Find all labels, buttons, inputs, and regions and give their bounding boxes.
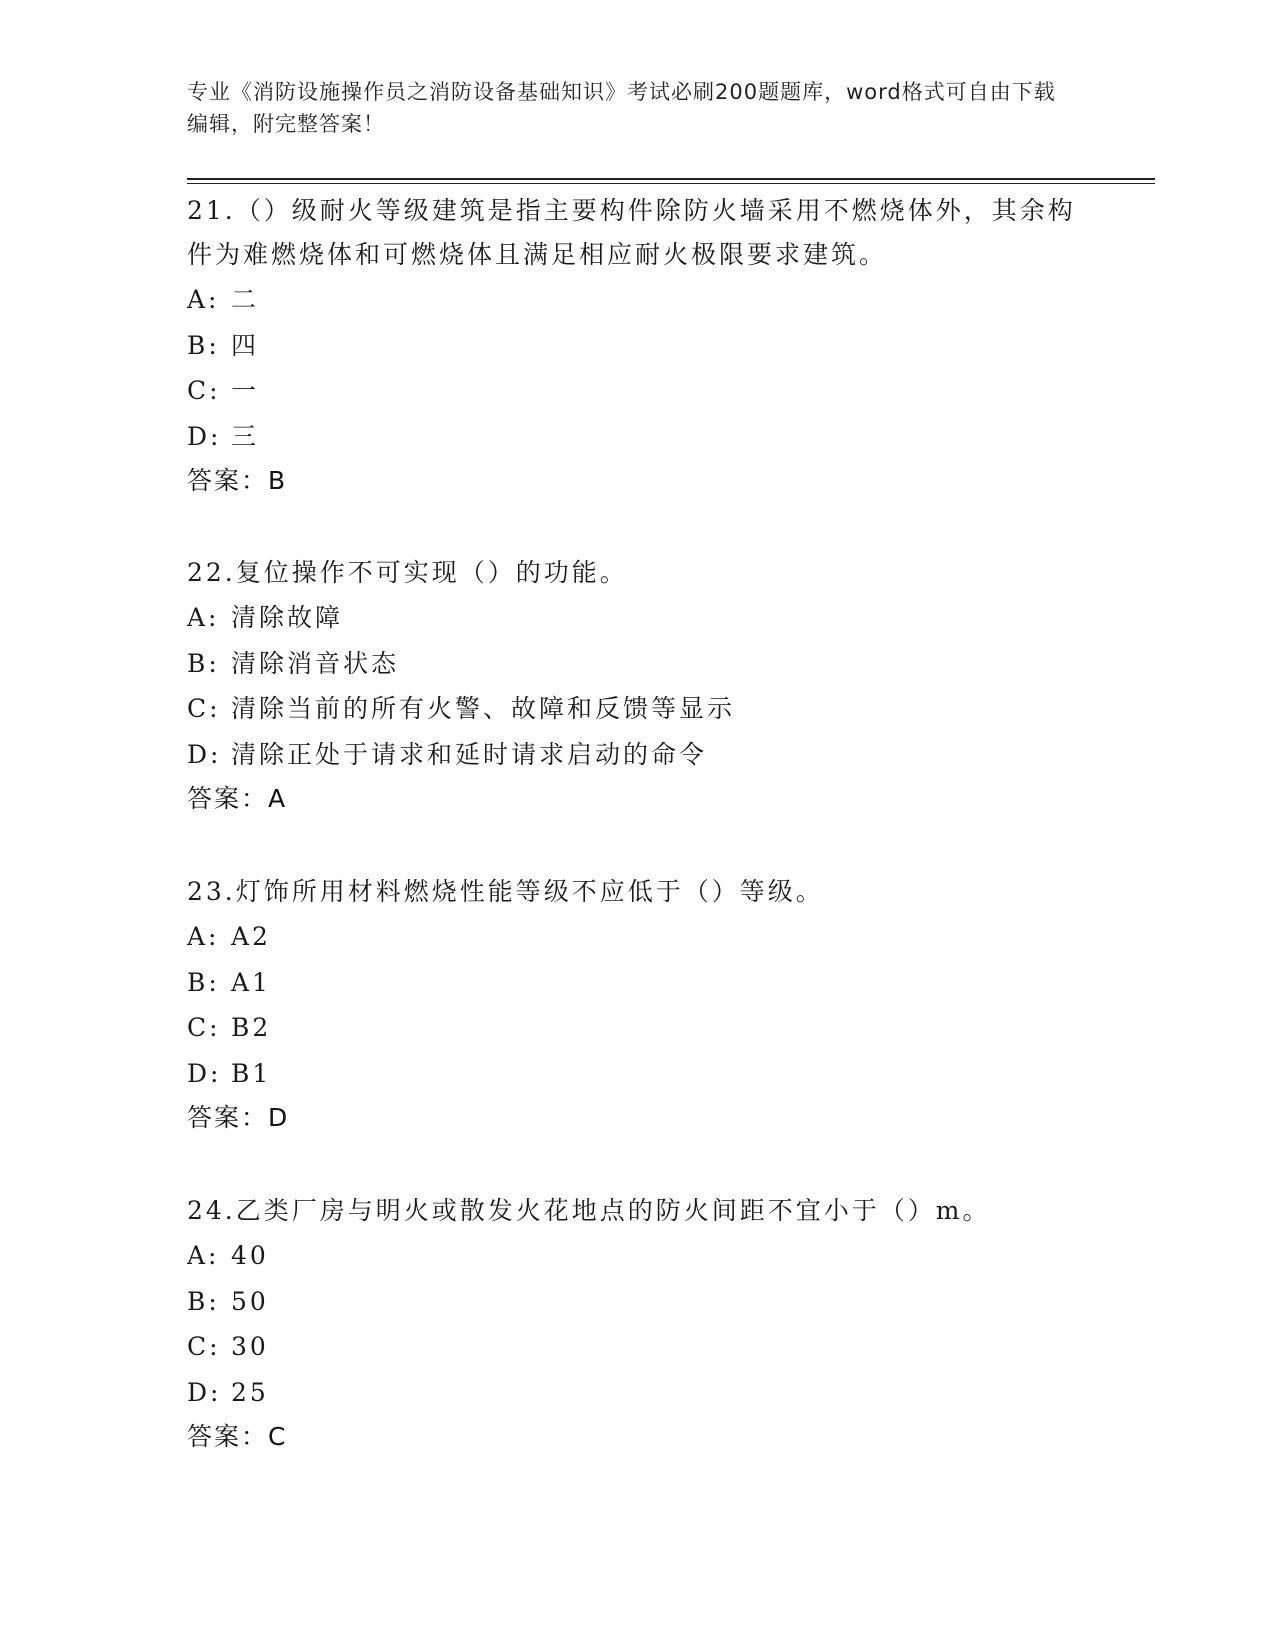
option-b [187,641,1087,687]
question-23 [187,870,1087,1140]
header-divider-thick [187,178,1155,180]
option-key: A: [187,922,220,951]
option-a [187,277,1087,323]
option-d [187,1051,1087,1097]
option-text: 50 [231,1286,269,1316]
option-key: D: [187,421,222,451]
option-text: 25 [231,1377,269,1407]
option-a [187,595,1087,641]
option-c [187,368,1087,414]
question-24 [187,1189,1087,1459]
option-c [187,1324,1087,1370]
option-key: C: [187,1332,221,1361]
option-key: B: [187,1286,220,1316]
option-key: D: [187,1377,222,1407]
option-c [187,1005,1087,1051]
option-b [187,323,1087,369]
option-text: 三 [231,421,260,451]
option-key: A: [187,285,220,314]
option-a [187,914,1087,960]
option-text: 清除当前的所有火警、故障和反馈等显示 [231,694,736,723]
question-stem: 24.乙类厂房与明火或散发火花地点的防火间距不宜小于（）m。 [187,1196,991,1225]
option-text: 清除消音状态 [231,648,400,678]
option-c [187,686,1087,732]
answer-line: 答案：C [187,1422,288,1451]
document-header: 专业《消防设施操作员之消防设备基础知识》考试必刷200题题库，word格式可自由下载编辑，附完整答案！ [187,80,1056,136]
option-text: 二 [231,285,260,314]
option-d [187,1370,1087,1416]
question-21 [187,189,1087,503]
question-stem: 21.（）级耐火等级建筑是指主要构件除防火墙采用不燃烧体外，其余构件为难燃烧体和可燃烧体且满足相应耐火极限要求建筑。 [187,196,1076,269]
option-d [187,414,1087,460]
option-text: A2 [231,922,271,951]
option-text: 四 [231,330,260,360]
question-22 [187,551,1087,821]
option-b [187,960,1087,1006]
option-key: C: [187,1013,221,1042]
option-text: B2 [231,1013,272,1042]
option-text: 清除正处于请求和延时请求启动的命令 [231,739,708,769]
option-b [187,1279,1087,1325]
option-text: B1 [231,1058,272,1088]
option-d [187,732,1087,778]
answer-line: 答案：A [187,784,288,813]
option-key: D: [187,739,222,769]
answer-line: 答案：D [187,1103,290,1132]
option-text: 30 [231,1332,269,1361]
option-text: 40 [231,1241,269,1270]
option-key: B: [187,648,220,678]
option-key: C: [187,694,221,723]
question-stem: 22.复位操作不可实现（）的功能。 [187,558,628,587]
option-key: A: [187,603,220,632]
option-key: A: [187,1241,220,1270]
option-text: A1 [231,967,271,997]
option-text: 清除故障 [231,603,344,632]
option-key: C: [187,376,221,405]
option-key: B: [187,967,220,997]
question-stem: 23.灯饰所用材料燃烧性能等级不应低于（）等级。 [187,877,824,906]
option-key: D: [187,1058,222,1088]
option-a [187,1233,1087,1279]
option-text: 一 [231,376,260,405]
option-key: B: [187,330,220,360]
header-divider-thin [187,183,1155,184]
answer-line: 答案：B [187,466,288,495]
